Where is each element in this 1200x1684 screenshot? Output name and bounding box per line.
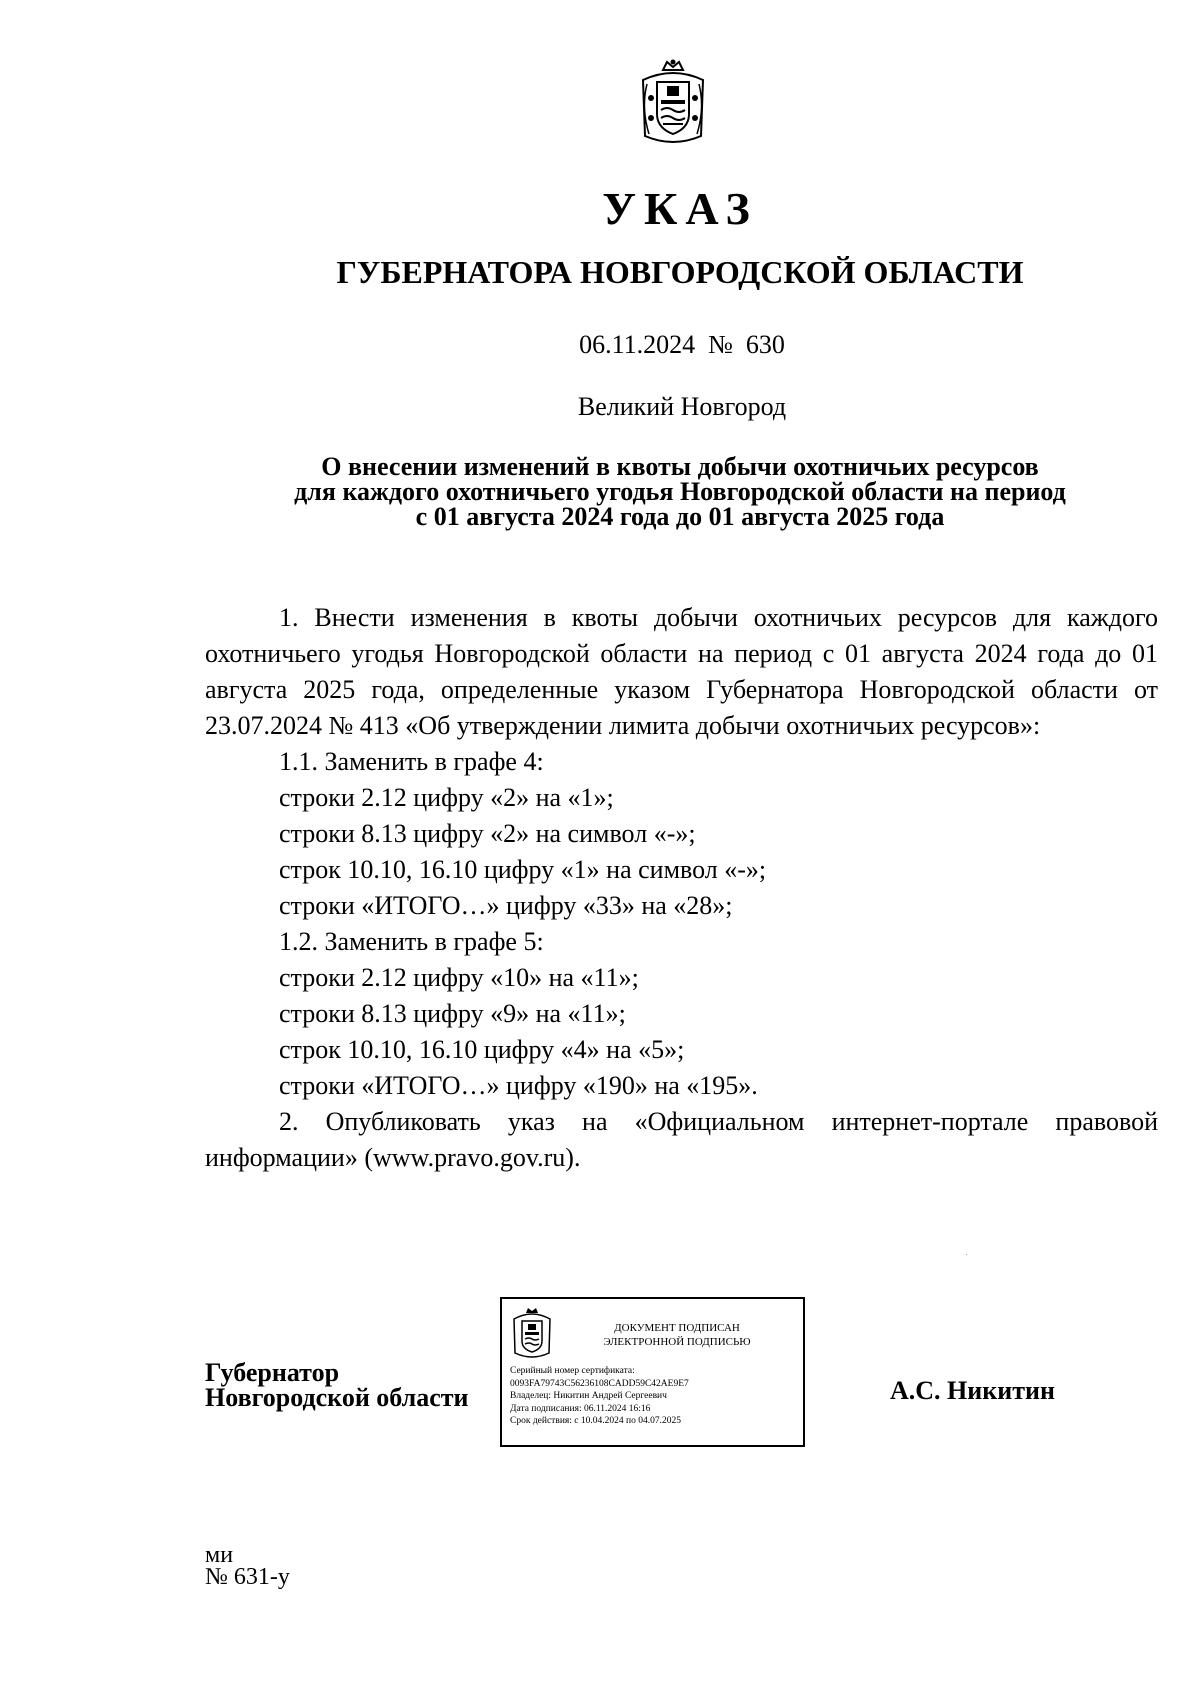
heading-line: для каждого охотничьего угодья Новгородской области на период: [294, 477, 1066, 506]
heading-line: с 01 августа 2024 года до 01 августа 2025 года: [415, 502, 945, 531]
coat-of-arms-icon: [637, 58, 709, 148]
signed-date: Дата подписания: 06.11.2024 16:16: [510, 1403, 651, 1414]
stamp-header-line: ДОКУМЕНТ ПОДПИСАН: [614, 1322, 740, 1334]
cert-label: Серийный номер сертификата:: [510, 1366, 635, 1376]
document-date: 06.11.2024: [579, 330, 696, 359]
document-body: [205, 600, 1158, 1176]
document-title: УКАЗ: [602, 183, 758, 234]
paragraph-1: 1. Внести изменения в квоты добычи охотничьих ресурсов для каждого охотничьего угодья Новгородской области на период с 01 августа 2024 года до 01 августа 2025 года, определенные указом Губернатора Новгородской области от 23.07.2024 № 413 «Об утверждении лимита добычи охотничьих ресурсов»:: [205, 603, 1158, 740]
position-line: Новгородской области: [205, 1383, 469, 1412]
electronic-signature-stamp: [500, 1297, 805, 1447]
signatory-position: [205, 1360, 469, 1410]
list-item: строки 8.13 цифру «2» на символ «-»;: [279, 819, 696, 848]
cert-number: 0093FA79743C56236108CADD59C42AE9E7: [510, 1378, 689, 1389]
registration-number: № 631-у: [205, 1564, 290, 1590]
cert-validity: Срок действия: с 10.04.2024 по 04.07.2025: [510, 1416, 681, 1426]
number-sign: №: [708, 330, 733, 359]
stamp-coat-of-arms-icon: [510, 1307, 554, 1361]
date-number-line: [0, 330, 1200, 360]
list-item: строки 8.13 цифру «9» на «11»;: [279, 999, 626, 1028]
position-line: Губернатор: [205, 1358, 340, 1387]
list-item: 1.2. Заменить в графе 5:: [279, 927, 544, 956]
document-heading: [0, 454, 1200, 529]
scan-artifact: [966, 1254, 967, 1255]
footer-registration: [205, 1544, 290, 1588]
signatory-name: А.С. Никитин: [890, 1376, 1055, 1405]
stamp-header-line: ЭЛЕКТРОННОЙ ПОДПИСЬЮ: [603, 1336, 751, 1348]
stamp-header: [582, 1321, 772, 1349]
list-item: строки «ИТОГО…» цифру «190» на «195».: [279, 1071, 758, 1100]
list-item: строки «ИТОГО…» цифру «33» на «28»;: [279, 891, 733, 920]
list-item: 1.1. Заменить в графе 4:: [279, 747, 544, 776]
list-item: строки 2.12 цифру «10» на «11»;: [279, 963, 639, 992]
cert-owner: Владелец: Никитин Андрей Сергеевич: [510, 1391, 667, 1401]
list-item: строк 10.10, 16.10 цифру «4» на «5»;: [279, 1035, 685, 1064]
document-number: 630: [745, 330, 785, 359]
list-item: строк 10.10, 16.10 цифру «1» на символ «-»;: [279, 855, 767, 884]
stamp-details: [510, 1365, 800, 1428]
document-issuer: ГУБЕРНАТОРА НОВГОРОДСКОЙ ОБЛАСТИ: [336, 254, 1024, 290]
paragraph-2: 2. Опубликовать указ на «Официальном интернет-портале правовой информации» (www.pravo.gov.ru).: [205, 1107, 1158, 1172]
list-item: строки 2.12 цифру «2» на «1»;: [279, 783, 614, 812]
document-city: Великий Новгород: [577, 392, 787, 421]
executor-initials: ми: [205, 1542, 234, 1568]
heading-line: О внесении изменений в квоты добычи охотничьих ресурсов: [321, 452, 1039, 481]
